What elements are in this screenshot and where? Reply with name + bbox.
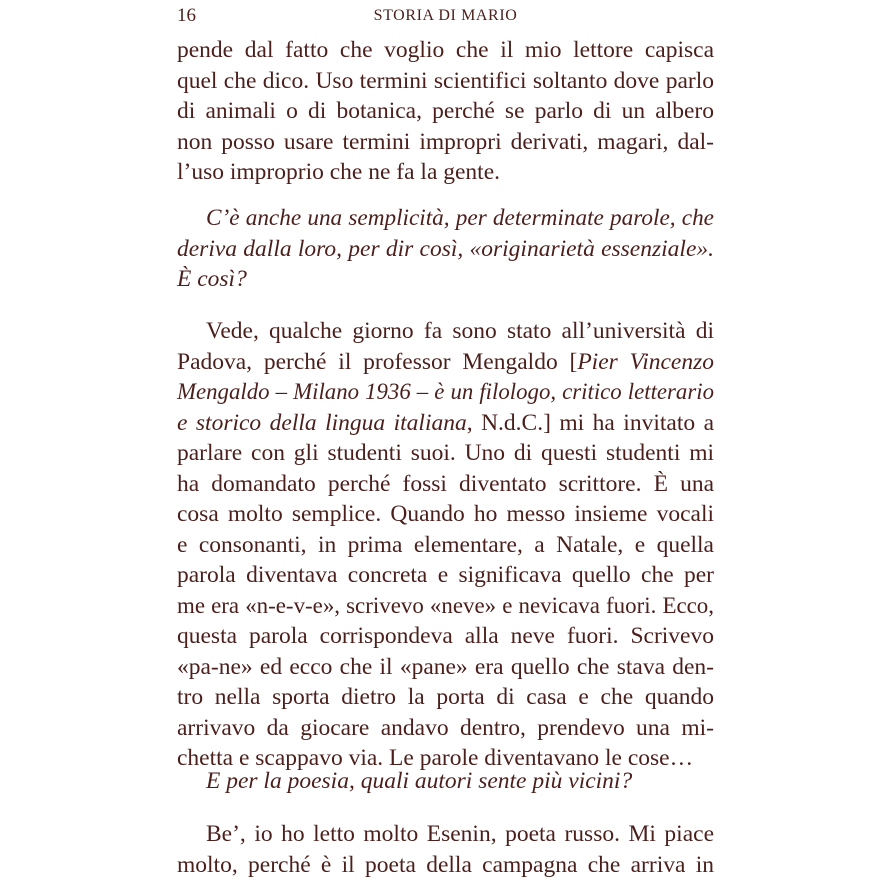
text-line: «pa-ne» ed ecco che il «pane» era quello che stava den- [177,653,714,680]
text-line: E per la poesia, quali autori sente più vicini? [206,768,633,794]
text-line: ha domandato perché fossi diventato scrittore. È una [177,470,714,497]
text-line: e consonanti, in prima elementare, a Natale, e quella [177,531,714,558]
text-line [177,347,714,378]
text-line: parlare con gli studenti suoi. Uno di questi studenti mi [177,440,714,466]
editor-note-italic: Pier Vincenzo [577,348,714,375]
text-line: cosa molto semplice. Quando ho messo insieme vocali [177,501,714,527]
text-line: non posso usare termini impropri derivati, magari, dal- [177,128,714,155]
answer-paragraph [177,819,714,880]
text-line: tro nella sporta dietro la porta di casa e che quando [177,684,714,710]
interview-question [177,203,714,295]
text-line: È così? [177,266,247,292]
interview-question [177,766,714,797]
editor-note-italic: e storico della lingua italiana [177,409,467,436]
text-line: Mengaldo – Milano 1936 – è un filologo, critico letterario [177,379,714,404]
page-number: 16 [177,5,196,26]
paragraph-continuation [177,35,714,188]
answer-paragraph [177,316,714,774]
text-line: arrivavo da giocare andavo dentro, prendevo una mi- [177,714,714,741]
text-line: deriva dalla loro, per dir così, «originarietà essenziale». [177,235,714,262]
text-line: l’uso improprio che ne fa la gente. [177,159,501,185]
text-line: molto, perché è il poeta della campagna che arriva in [177,851,714,878]
text-line: pende dal fatto che voglio che il mio lettore capisca [177,37,714,63]
text-line: Be’, io ho letto molto Esenin, poeta russo. Mi piace [206,821,714,847]
text-span: , N.d.C.] mi ha invitato a [466,409,714,436]
text-line: quel che dico. Uso termini scientifici soltanto dove parlo [177,67,714,94]
text-line [177,408,714,439]
text-line: questa parola corrispondeva alla neve fuori. Scrivevo [177,623,714,649]
text-line: parola diventava concreta e significava quello che per [177,562,714,588]
page-header [177,4,714,28]
running-title: STORIA DI MARIO [373,7,518,24]
text-line: Vede, qualche giorno fa sono stato all’università di [206,318,714,344]
text-line: me era «n-e-v-e», scrivevo «neve» e nevicava fuori. Ecco, [177,592,714,618]
text-line: C’è anche una semplicità, per determinate parole, che [206,205,714,231]
text-line: di animali o di botanica, perché se parlo di un albero [177,98,714,124]
text-line: chetta e scappavo via. Le parole diventavano le cose… [177,745,694,771]
text-span: Padova, perché il professor Mengaldo [ [177,348,578,375]
